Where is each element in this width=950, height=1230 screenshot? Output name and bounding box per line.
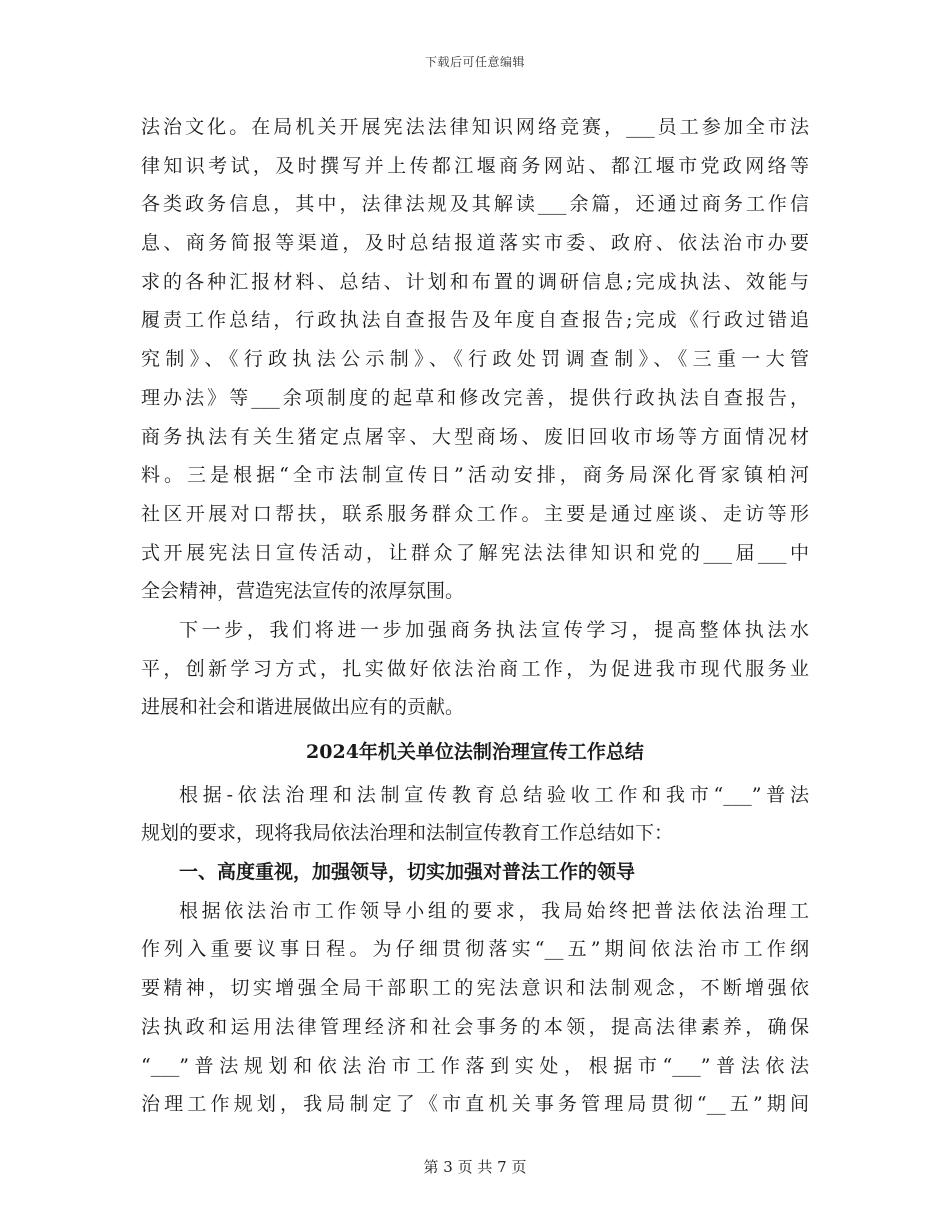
paragraph-line: 全会精神，营造宪法宣传的浓厚氛围。 [141, 580, 465, 603]
paragraph-line: 法治文化。在局机关开展宪法法律知识网络竞赛，___员工参加全市法 [141, 116, 809, 138]
document-body [141, 108, 809, 1124]
paragraph-line: 究制》、《行政执法公示制》、《行政处罚调查制》、《三重一大管 [141, 348, 809, 371]
page-header-note: 下载后可任意编辑 [424, 55, 525, 69]
paragraph-line: 治理工作规划，我局制定了《市直机关事务管理局贯彻“__五”期间 [141, 1093, 809, 1116]
paragraph-line: 商务执法有关生猪定点屠宰、大型商场、废旧回收市场等方面情况材 [141, 425, 809, 448]
paragraph-line: “___”普法规划和依法治市工作落到实处，根据市“___”普法依法 [141, 1054, 809, 1077]
paragraph-line: 作列入重要议事日程。为仔细贯彻落实“__五”期间依法治市工作纲 [141, 938, 809, 961]
paragraph-line: 要精神，切实增强全局干部职工的宪法意识和法制观念，不断增强依 [141, 977, 809, 1000]
paragraph-line: 社区开展对口帮扶，联系服务群众工作。主要是通过座谈、走访等形 [141, 502, 809, 525]
paragraph-line: 求的各种汇报材料、总结、计划和布置的调研信息;完成执法、效能与 [141, 270, 809, 293]
paragraph-line: 履责工作总结，行政执法自查报告及年度自查报告;完成《行政过错追 [141, 309, 809, 332]
paragraph-line: 式开展宪法日宣传活动，让群众了解宪法法律知识和党的___届___中 [141, 541, 809, 564]
document-title: 2024年机关单位法制治理宣传工作总结 [306, 741, 644, 763]
section-heading: 一、高度重视，加强领导，切实加强对普法工作的领导 [179, 861, 636, 884]
paragraph-line: 下一步，我们将进一步加强商务执法宣传学习，提高整体执法水 [179, 618, 809, 641]
paragraph-line: 理办法》等___余项制度的起草和修改完善，提供行政执法自查报告， [141, 386, 809, 409]
paragraph-line: 料。三是根据“全市法制宣传日”活动安排，商务局深化胥家镇柏河 [141, 464, 809, 487]
paragraph-line: 进展和社会和谐进展做出应有的贡献。 [141, 696, 465, 719]
paragraph-line: 平，创新学习方式，扎实做好依法治商工作，为促进我市现代服务业 [141, 657, 809, 680]
paragraph-line: 根据-依法治理和法制宣传教育总结验收工作和我市“___”普法 [179, 783, 809, 806]
paragraph-line: 息、商务简报等渠道，及时总结报道落实市委、政府、依法治市办要 [141, 232, 809, 255]
paragraph-line: 法执政和运用法律管理经济和社会事务的本领，提高法律素养，确保 [141, 1015, 809, 1038]
paragraph-line: 根据依法治市工作领导小组的要求，我局始终把普法依法治理工 [179, 899, 809, 922]
paragraph-line: 规划的要求，现将我局依法治理和法制宣传教育工作总结如下： [141, 822, 674, 845]
page-number-footer: 第 3 页 共 7 页 [423, 1158, 527, 1176]
paragraph-line: 律知识考试，及时撰写并上传都江堰商务网站、都江堰市党政网络等 [141, 154, 809, 177]
paragraph-line: 各类政务信息，其中，法律法规及其解读___余篇，还通过商务工作信 [141, 193, 809, 216]
